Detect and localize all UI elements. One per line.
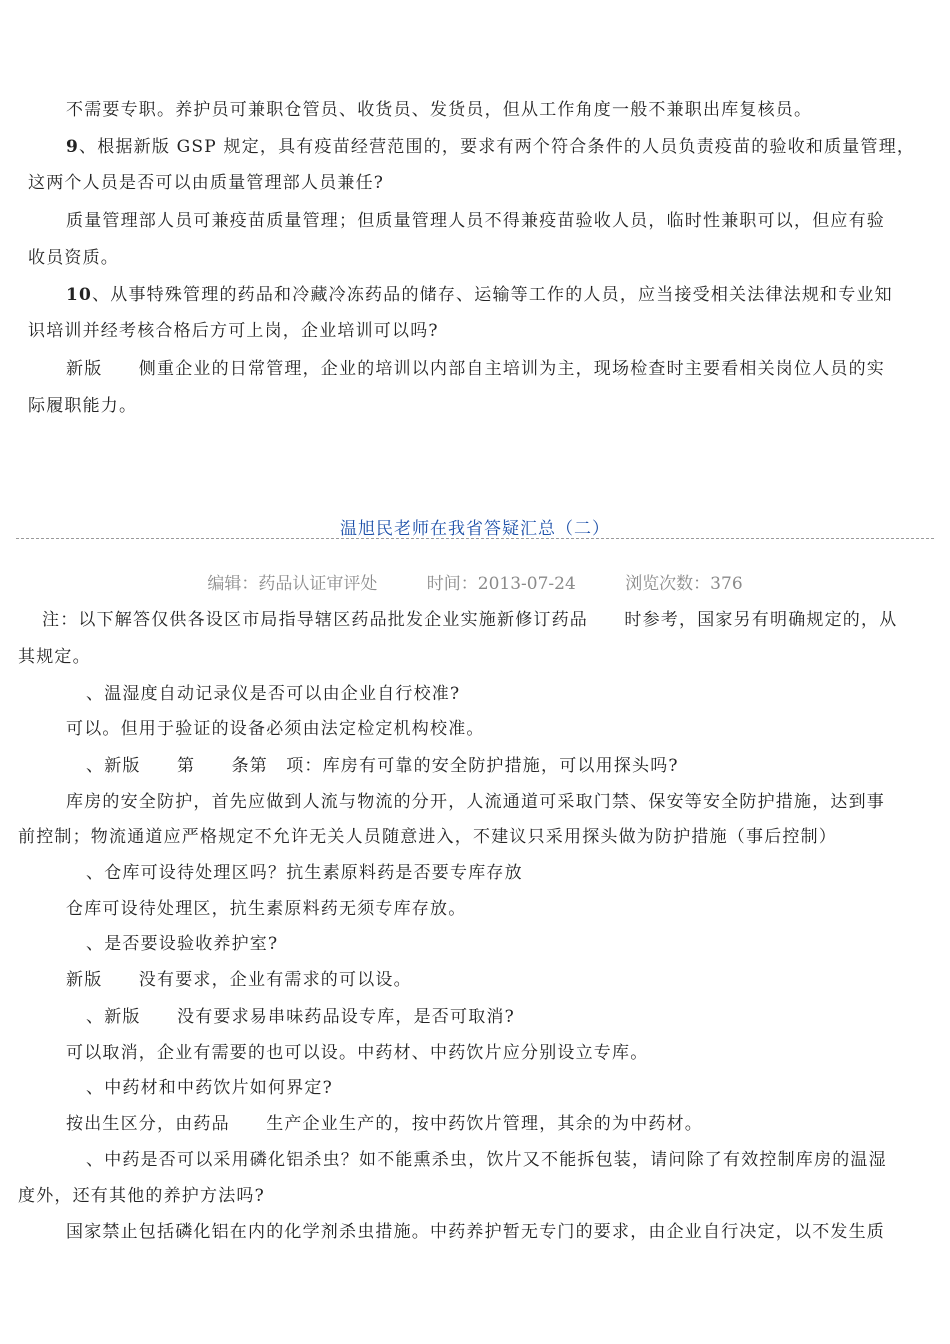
answer-9-cont: 收员资质。 xyxy=(28,248,119,268)
article-meta xyxy=(0,569,950,594)
question-10 xyxy=(66,285,893,305)
publish-time: 时间：2013-07-24 xyxy=(426,574,576,594)
answer-3: 仓库可设待处理区，抗生素原料药无须专库存放。 xyxy=(66,899,467,919)
view-count: 浏览次数：376 xyxy=(625,574,743,594)
paragraph: 不需要专职。养护员可兼职仓管员、收货员、发货员，但从工作角度一般不兼职出库复核员。 xyxy=(66,100,813,120)
editor-label: 编辑：药品认证审评处 xyxy=(207,574,378,594)
answer-5: 可以取消，企业有需要的也可以设。中药材、中药饮片应分别设立专库。 xyxy=(66,1043,649,1063)
question-7-cont: 度外，还有其他的养护方法吗? xyxy=(18,1186,265,1206)
question-5: 、新版 没有要求易串味药品设专库，是否可取消? xyxy=(86,1007,515,1027)
answer-10: 新版 侧重企业的日常管理，企业的培训以内部自主培训为主，现场检查时主要看相关岗位人员的实 xyxy=(66,359,885,379)
note: 注：以下解答仅供各设区市局指导辖区药品批发企业实施新修订药品 时参考，国家另有明确规定的，从 xyxy=(42,610,898,630)
question-6: 、中药材和中药饮片如何界定? xyxy=(86,1078,333,1098)
question-7: 、中药是否可以采用磷化铝杀虫？如不能熏杀虫，饮片又不能拆包装，请问除了有效控制库房的温湿 xyxy=(86,1150,887,1170)
answer-9: 质量管理部人员可兼疫苗质量管理；但质量管理人员不得兼疫苗验收人员，临时性兼职可以，但应有验 xyxy=(66,211,885,231)
question-9-cont: 这两个人员是否可以由质量管理部人员兼任? xyxy=(28,173,385,193)
title-divider xyxy=(16,538,934,539)
answer-2: 库房的安全防护，首先应做到人流与物流的分开，人流通道可采取门禁、保安等安全防护措施，达到事 xyxy=(66,792,885,812)
answer-2-cont: 前控制；物流通道应严格规定不允许无关人员随意进入，不建议只采用探头做为防护措施（事后控制） xyxy=(18,827,837,847)
question-9 xyxy=(66,137,915,157)
question-4: 、是否要设验收养护室? xyxy=(86,934,279,954)
note-cont: 其规定。 xyxy=(18,647,91,667)
question-3: 、仓库可设待处理区吗？抗生素原料药是否要专库存放 xyxy=(86,863,523,883)
question-text: 、从事特殊管理的药品和冷藏冷冻药品的储存、运输等工作的人员，应当接受相关法律法规和专业知 xyxy=(92,285,893,305)
question-text: 、根据新版 GSP 规定，具有疫苗经营范围的，要求有两个符合条件的人员负责疫苗的验收和质量管理， xyxy=(79,137,916,157)
question-1: 、温湿度自动记录仪是否可以由企业自行校准? xyxy=(86,684,461,704)
answer-1: 可以。但用于验证的设备必须由法定检定机构校准。 xyxy=(66,719,485,739)
article-title[interactable]: 温旭民老师在我省答疑汇总（二） xyxy=(340,519,610,539)
answer-6: 按出生区分，由药品 生产企业生产的，按中药饮片管理，其余的为中药材。 xyxy=(66,1114,703,1134)
question-10-cont: 识培训并经考核合格后方可上岗，企业培训可以吗? xyxy=(28,321,439,341)
answer-10-cont: 际履职能力。 xyxy=(28,396,138,416)
answer-7: 国家禁止包括磷化铝在内的化学剂杀虫措施。中药养护暂无专门的要求，由企业自行决定，以不发生质 xyxy=(66,1222,885,1242)
answer-4: 新版 没有要求，企业有需求的可以设。 xyxy=(66,970,412,990)
question-number: 9 xyxy=(66,137,80,157)
question-number: 10 xyxy=(66,285,93,305)
question-2: 、新版 第 条第 项：库房有可靠的安全防护措施，可以用探头吗? xyxy=(86,756,679,776)
